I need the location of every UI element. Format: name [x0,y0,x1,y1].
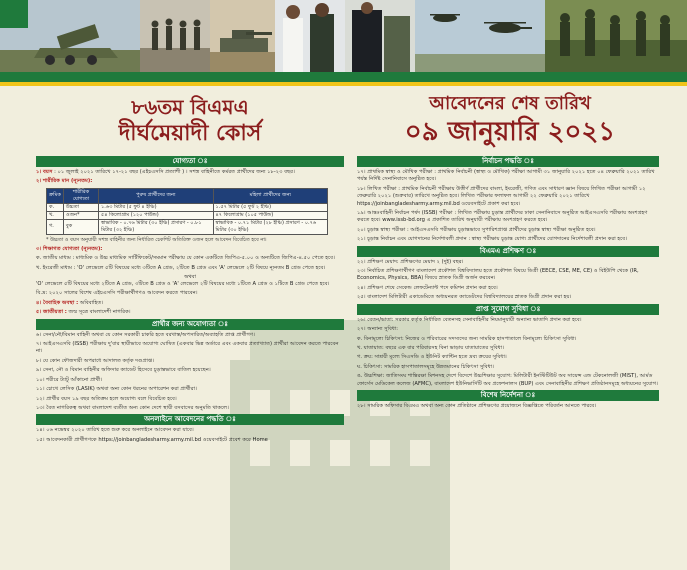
list-item: ১৪। ০৬ নভেম্বর ২০২০ তারিখ হতে শুরু করে অনলাইনে আবেদন করা যাবে। [36,427,194,434]
section-heading-special-instructions: বিশেষ নির্দেশনা ঃ [357,390,659,401]
table-cell: খ. [47,211,64,219]
list-item: ২১। চূড়ান্ত নির্বাচন এবং যোগদানের নির্দেশাবলী প্রদান : স্বাস্থ্য পরীক্ষায় চূড়ান্ত যোগ্য প্রার্থীদের যোগদানের নির্দেশাবলী প্রদান করা হবে। [357,236,627,243]
table-cell: উচ্চতা [63,203,98,211]
education-note: বি.দ্র: ২০২০ সালের বিশেষ এইচএসসি পরীক্ষার্থীগণও আবেদন করতে পারবেন। [36,290,198,297]
table-header: মহিলা প্রার্থীদের জন্য [213,188,328,203]
header-photo-collage [0,0,687,72]
age-requirement [36,169,344,176]
list-item: ২৪। প্রশিক্ষণ শেষে সেকেন্ড লেফটেন্যান্ট পদে কমিশন প্রদান করা হবে। [357,284,498,291]
list-item: ২০। চূড়ান্ত স্বাস্থ্য পরীক্ষা : আইএসএসবি পরীক্ষায় চূড়ান্তভাবে সুপারিশপ্রাপ্ত প্রার্থীদের চূড়ান্ত স্বাস্থ্য পরীক্ষা অনুষ্ঠিত হবে। [357,226,596,233]
table-cell: ৫৪ কিলোগ্রাম (১২০ পাউন্ড) [99,211,213,219]
section-heading-training: বিএমএ প্রশিক্ষণ ঃ [357,246,659,257]
table-row [47,211,328,219]
table-cell: স্বাভাবিক - ০.৭১ মিটার (২৮ ইঞ্চি) প্রসারণ - ০.৭৬ মিটার (৩০ ইঞ্চি) [213,219,328,234]
education-english-alt: 'O' লেভেলে ৫টি বিষয়ের মধ্যে ২টিতে A গ্রেড, ৩টিতে B গ্রেড ও 'A' লেভেলে ২টি বিষয়ের মধ্যে ১টিতে A গ্রেড ও ১টিতে B গ্রেড পেতে হবে। [36,281,330,288]
list-item: ৮। যে কোন ফৌজদারী অপরাধে আদালত কর্তৃক দণ্ডপ্রাপ্ত। [36,357,154,364]
table-header: শারীরিক যোগ্যতা [63,188,98,203]
table-cell: গ. [47,219,64,234]
age-label: ১। বয়স [36,169,53,175]
nationality [36,309,344,316]
education-label-text: ৩। শিক্ষাগত যোগ্যতা (ন্যূনতম): [36,245,103,252]
marital-status [36,300,344,307]
list-item: ২৬। বেতন/ভাতা: সরকার কর্তৃক নির্ধারিত বেতনসহ সেনাবাহিনীর নিয়মানুযায়ী অন্যান্য ভাতাদি প্রদান করা হবে। [357,316,582,323]
list-item: ২২। প্রশিক্ষণ মেয়াদ: প্রশিক্ষণের মেয়াদ ২ (দুই) বছর। [357,258,464,265]
list-item: ক. বিনামূল্যে চিকিৎসা: নিজের ও পরিবারের সদস্যদের জন্য সামরিক হাসপাতালে বিনামূল্যে চিকিৎসা সুবিধা। [357,335,577,342]
list-item: ২৫। বাংলাদেশ মিলিটারী একাডেমিতে অধ্যয়নরত ক্যাডেটদের বিশ্ববিদ্যালয়ের স্নাতক ডিগ্রী প্রদান করা হয়। [357,294,572,301]
physical-standard-table [46,188,328,235]
table-cell: বুক [63,219,98,234]
table-cell: স্বাভাবিক - ০.৭৬ মিটার (৩০ ইঞ্চি) প্রসারণ - ০.৮১ মিটার (৩২ ইঞ্চি) [99,219,213,234]
list-item: ৯। সেনা, নৌ ও বিমান বাহিনীর অফিসার ক্যাডেট হিসেবে চূড়ান্তভাবে বাতিল হয়েছেন। [36,367,211,374]
table-cell: ওজন* [63,211,98,219]
table-header: ক্রমিক [47,188,64,203]
list-item: ১৭। প্রাথমিক স্বাস্থ্য ও মৌখিক পরীক্ষা : প্রাথমিক নির্বাচনী (স্বাস্থ্য ও মৌখিক) পরীক্ষা আগামী ৩১ জানুয়ারি ২০২১ হতে ০৪ ফেব্রুয়ারি ২০২১ তারিখ পর্যন্ত নির্দিষ্ট সেনানিবাসে অনুষ্ঠিত হবে। [357,169,655,183]
course-title [40,94,340,148]
table-cell: ১.৫৭ মিটার (৫ ফুট ২ ইঞ্চি) [213,203,328,211]
section-heading-ineligibility: প্রার্থীর জন্য অযোগ্যতা ঃ [36,319,344,330]
list-item: ১৫। আবেদনকারী প্রার্থীগণকে https://joinbangladesharmy.army.mil.bd ওয়েবসাইটে প্রবেশ করে Home [36,436,268,443]
deadline-title [360,92,660,148]
education-english: খ. ইংরেজী মাধ্যম : 'O' লেভেলে ৫টি বিষয়ের মধ্যে ৩টিতে A গ্রেড, ২টিতে B গ্রেড এবং 'A' লেভেলে ২টি বিষয়ে ন্যূনতম B গ্রেড পেতে হবে। [36,264,326,271]
list-item: ১৩। বৈত নাগরিকত্ব অথবা বাংলাদেশ ব্যতীত অন্য কোন দেশে স্থায়ী বসবাসের অনুমতি থাকলে। [36,404,229,411]
list-item: ঙ. উচ্চশিক্ষা: জাতিসংঘ শান্তিরক্ষা মিশনসহ দেশে বিদেশে উচ্চশিক্ষার সুযোগ: মিলিটারী ইনস্টিটিউট অব সায়েন্স এন্ড টেকনোলজী (MIST), আর্মড ফোর্সেস মেডিকেল কলেজ (AFMC), বাংলাদেশ ইউনিভার্সিটি অব প্রফেশনালস (BUP) এবং সেনাবাহিনীর প্রশিক্ষণ প্রতিষ্ঠানসমূহে অধ্যয়নের সুযোগ। [357,373,658,387]
section-heading-selection: নির্বাচন পদ্ধতি ঃ [357,156,659,167]
table-row [47,203,328,211]
list-item: ৭। আইএসএসবি (ISSB) পরীক্ষায় দু'বার স্থায়ীভাবে অযোগ্য ঘোষিত (একবার ভিন্ন অর্ডারে এবং একবার প্রত্যাখ্যাত) প্রার্থীরা আবেদন করতে পারবেন না। [36,341,339,355]
age-text: : ০১ জুলাই ২০২১ তারিখে ১৭-২১ বছর (এইচএসসি প্রত্যাশী ) । সশস্ত্র বাহিনীতে কর্মরত প্রার্থীদের জন্য ১৮-২৩ বছর। [54,169,295,175]
header-yellow-band [0,82,687,86]
table-header-row [47,188,328,203]
list-item: ঘ. চিকিৎসা: সামরিক হাসপাতালসমূহে উন্নতমানের চিকিৎসা সুবিধা। [357,363,494,370]
list-item: ২৮। সামরিক অফিসার বিএমএ অথবা অন্য কোন প্রতিষ্ঠানে প্রশিক্ষণের প্রয়োজনে বিজ্ঞপ্তিতে পরিবর্তন আনতে পারবে। [357,402,597,409]
header-green-band [0,72,687,82]
section-heading-benefits: প্রাপ্ত সুযোগ সুবিধা ঃ [357,304,659,315]
nationality-text: জন্ম সূত্রে বাংলাদেশী নাগরিক। [68,309,131,316]
physical-standard-label [36,178,344,185]
list-item: ১২। প্রার্থীর বয়স ১৯ বছর অতিক্রম হলে অযোগ্য বলে বিবেচিত হবে। [36,395,177,402]
list-item: খ. যাতায়াত: বছরে এক বার পরিবারসহ বিনা ভাড়ায় যাতায়াতের সুবিধা। [357,344,504,351]
section-heading-eligibility: যোগ্যতা ঃ [36,156,344,167]
course-title-line2: দীর্ঘমেয়াদী কোর্স [118,121,262,146]
list-item: ৬। সেনা/নৌ/বিমান বাহিনী অথবা যে কোন সরকারী চাকরি হতে বরখাস্ত/অপসারিত/অব্যাহতি প্রাপ্ত প্রার্থীগণ। [36,331,255,338]
deadline-label: আবেদনের শেষ তারিখ [429,93,591,114]
list-item: গ. ক্রয়: সাশ্রয়ী মূল্যে সিএসডি ও ইউনিট ক্যান্টিন হতে দ্রব্য ক্রয়ের সুবিধা। [357,354,507,361]
physical-label-text: ২। শারীরিক মান (ন্যূনতম): [36,178,93,185]
marital-label: ৪। বৈবাহিক অবস্থা : [36,299,79,306]
section-heading-online-application: অনলাইনে আবেদনের পদ্ধতি ঃ [36,414,344,425]
marital-text: অবিবাহিত। [79,299,104,306]
list-item: ১০। শরীরে ট্যাটু আঁকানো প্রার্থী। [36,376,103,383]
education-national: ক. জাতীয় মাধ্যম : মাধ্যমিক ও উচ্চ মাধ্যমিক সার্টিফিকেট/সমমান পরীক্ষায় যে কোন একটিতে জিপিএ-৫.০০ ও অন্যটিতে জিপিএ-৪.৫০ পেতে হবে। [36,255,335,262]
table-cell: ৪৭ কিলোগ্রাম (১০৫ পাউন্ড) [213,211,328,219]
table-cell: ক. [47,203,64,211]
deadline-date: ০৯ জানুয়ারি ২০২১ [404,117,616,147]
table-row [47,219,328,234]
list-item: ১৮। লিখিত পরীক্ষা : প্রাথমিক নির্বাচনী পরীক্ষায় উত্তীর্ণ প্রার্থীদের বাংলা, ইংরেজী, গণিত এবং সাধারণ জ্ঞান বিষয়ে লিখিত পরীক্ষা আগামী ১২ ফেব্রুয়ারি ২০২১ (শুক্রবার) তারিখে অনুষ্ঠিত হবে। লিখিত পরীক্ষার ফলাফল আগামী ২২ ফেব্রুয়ারি ২০২১ তারিখে https://joinbangladesharmy.army.mil.bd ওয়েবসাইটে প্রকাশ করা হবে। [357,185,646,207]
list-item: ১৯। আন্তঃবাহিনী নির্বাচন পর্ষদ (ISSB) পরীক্ষা : লিখিত পরীক্ষায় চূড়ান্ত প্রার্থীদের ঢাকা সেনানিবাসে অনুষ্ঠিত আইএসএসবি পরীক্ষায় অংশগ্রহণ করতে হবে। www.issb-bd.org এ প্রকাশিত তারিখ অনুযায়ী পরীক্ষায় অংশগ্রহণ করতে হবে। [357,210,648,224]
or-separator: অথবা [184,274,196,281]
table-note: * উচ্চতা ও বয়স অনুযায়ী সশস্ত্র বাহিনীর জন্য নির্ধারিত চেকশিট অতিরিক্ত ওজন হলে আবেদন বিবেচিত হবে না। [46,236,267,243]
list-item: ২৭। অন্যান্য সুবিধা: [357,326,399,333]
table-cell: ১.৬৩ মিটার (৫ ফুট ৪ ইঞ্চি) [99,203,213,211]
military-photo-collage-image [0,0,687,72]
education-label [36,246,344,253]
course-title-line1: ৮৬তম বিএমএ [131,95,249,119]
table-header: পুরুষ প্রার্থীদের জন্য [99,188,213,203]
right-column [357,156,659,412]
left-column [36,156,344,446]
nationality-label: ৫। জাতীয়তা : [36,309,67,316]
list-item: ২৩। নির্বাচিত প্রশিক্ষণার্থীগণ বাংলাদেশ প্রকৌশল বিশ্ববিদ্যালয় হতে প্রকৌশল বিষয়ে ডিগ্রী (EECE, CSE, ME, CE) ও বিইউপি থেকে (IR, Economics, Physics, BBA) বিষয়ে স্নাতক ডিগ্রী অর্জন করবেন। [357,268,639,282]
list-item: ১১। চোখে লেসিক (LASIK) অথবা অন্য কোন ধরনের অপারেশন করা প্রার্থীরা। [36,386,197,393]
